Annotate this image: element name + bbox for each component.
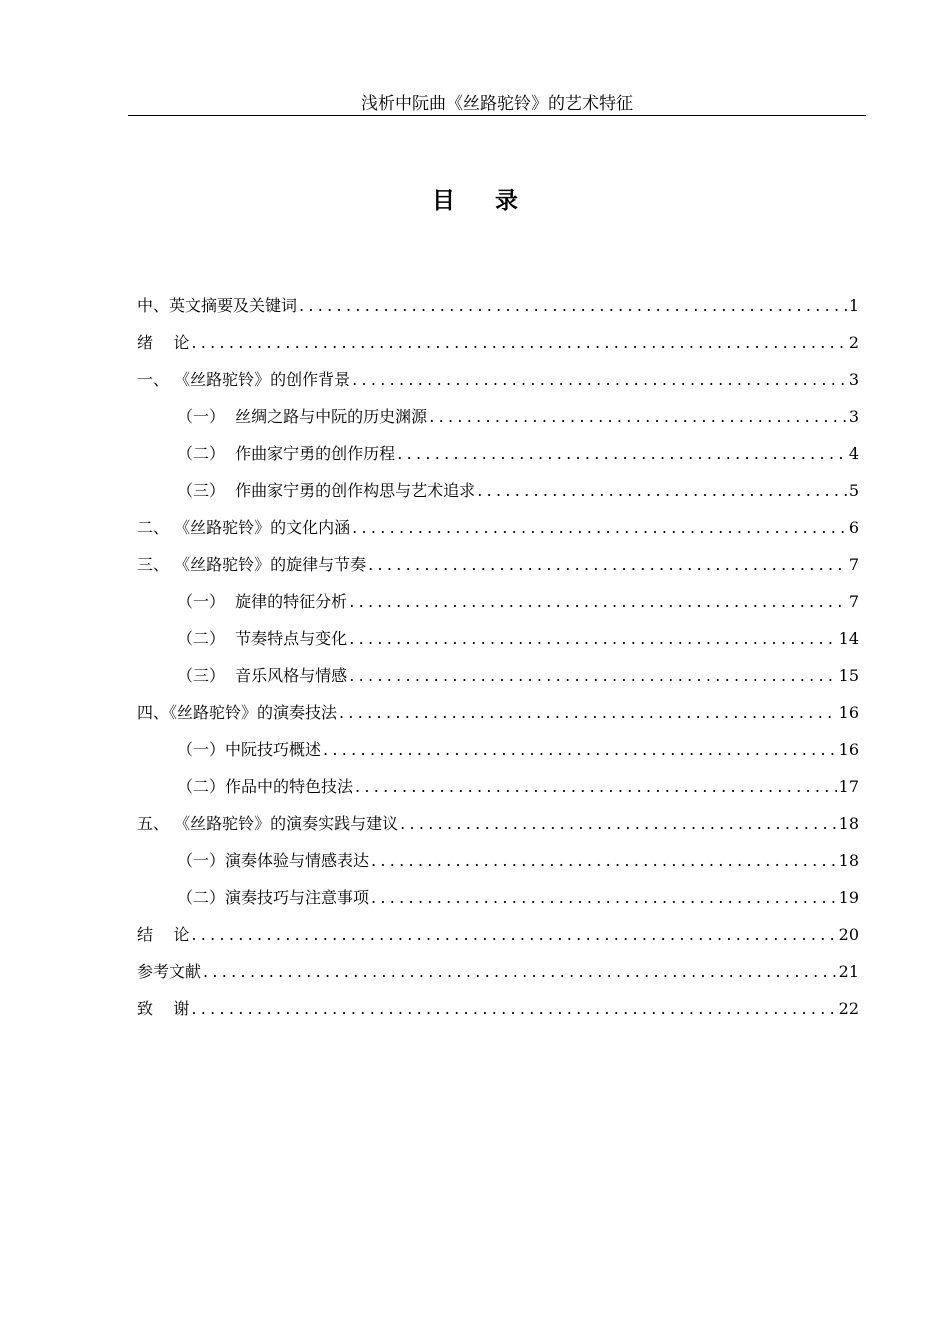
toc-subentry[interactable] (137, 657, 859, 694)
running-header: 浅析中阮曲《丝路驼铃》的艺术特征 (361, 94, 633, 114)
toc-leader (397, 435, 847, 472)
toc-page-number: 18 (838, 851, 859, 870)
toc-entry-text: （二） 节奏特点与变化 (177, 629, 348, 648)
toc-entry[interactable] (137, 990, 859, 1027)
table-of-contents (137, 287, 859, 1027)
toc-leader (299, 287, 847, 324)
toc-entry[interactable] (137, 361, 859, 398)
toc-leader (191, 990, 836, 1027)
toc-page-number: 4 (848, 444, 859, 463)
toc-entry-text: 中、英文摘要及关键词 (137, 296, 298, 315)
toc-leader (352, 509, 847, 546)
toc-entry[interactable] (137, 546, 859, 583)
toc-subentry[interactable] (137, 768, 859, 805)
toc-entry-text: （三） 音乐风格与情感 (177, 666, 348, 685)
toc-page-number: 15 (838, 666, 859, 685)
toc-page-number: 16 (838, 703, 859, 722)
toc-subentry[interactable] (137, 583, 859, 620)
toc-page-number: 20 (838, 925, 859, 944)
toc-leader (339, 694, 837, 731)
toc-entry-text: 绪 论 (137, 333, 190, 352)
toc-entry[interactable] (137, 805, 859, 842)
toc-subentry[interactable] (137, 398, 859, 435)
toc-entry-text: （二）演奏技巧与注意事项 (177, 888, 370, 907)
toc-page-number: 18 (838, 814, 859, 833)
toc-subentry[interactable] (137, 620, 859, 657)
toc-page-number: 22 (838, 999, 859, 1018)
toc-leader (191, 324, 846, 361)
toc-leader (368, 546, 847, 583)
toc-leader (355, 768, 837, 805)
toc-page-number: 7 (848, 592, 859, 611)
toc-entry-text: （一） 旋律的特征分析 (177, 592, 348, 611)
toc-entry-text: （二）作品中的特色技法 (177, 777, 354, 796)
toc-subentry[interactable] (137, 842, 859, 879)
toc-leader (349, 620, 836, 657)
toc-entry[interactable] (137, 509, 859, 546)
toc-page-number: 1 (848, 296, 859, 315)
toc-page-number: 7 (848, 555, 859, 574)
toc-leader (477, 472, 847, 509)
toc-leader (323, 731, 837, 768)
toc-entry-text: 二、 《丝路驼铃》的文化内涵 (137, 518, 351, 537)
toc-subentry[interactable] (137, 472, 859, 509)
toc-page-number: 16 (838, 740, 859, 759)
toc-page-number: 6 (848, 518, 859, 537)
toc-title: 目录 (432, 187, 558, 214)
toc-entry-text: 一、 《丝路驼铃》的创作背景 (137, 370, 351, 389)
toc-leader (371, 879, 837, 916)
toc-entry-text: 三、 《丝路驼铃》的旋律与节奏 (137, 555, 367, 574)
toc-page-number: 3 (848, 370, 859, 389)
toc-page-number: 3 (848, 407, 859, 426)
toc-entry[interactable] (137, 953, 859, 990)
toc-page-number: 14 (838, 629, 859, 648)
toc-leader (429, 398, 847, 435)
toc-entry-text: 参考文献 (137, 962, 202, 981)
toc-entry-text: 五、 《丝路驼铃》的演奏实践与建议 (137, 814, 399, 833)
toc-leader (203, 953, 837, 990)
toc-entry-text: （一）演奏体验与情感表达 (177, 851, 370, 870)
toc-entry[interactable] (137, 694, 859, 731)
toc-entry-text: 四、《丝路驼铃》的演奏技法 (137, 703, 338, 722)
toc-subentry[interactable] (137, 879, 859, 916)
toc-page-number: 5 (848, 481, 859, 500)
toc-subentry[interactable] (137, 731, 859, 768)
toc-leader (349, 583, 847, 620)
toc-entry-text: （一）中阮技巧概述 (177, 740, 322, 759)
toc-page-number: 17 (838, 777, 859, 796)
toc-leader (400, 805, 837, 842)
toc-entry-text: 致 谢 (137, 999, 190, 1018)
toc-leader (191, 916, 836, 953)
toc-entry-text: 结 论 (137, 925, 190, 944)
toc-entry-text: （三） 作曲家宁勇的创作构思与艺术追求 (177, 481, 476, 500)
toc-entry[interactable] (137, 287, 859, 324)
toc-leader (349, 657, 836, 694)
toc-entry-text: （二） 作曲家宁勇的创作历程 (177, 444, 396, 463)
toc-page-number: 21 (838, 962, 859, 981)
toc-entry-text: （一） 丝绸之路与中阮的历史渊源 (177, 407, 428, 426)
toc-page-number: 2 (848, 333, 859, 352)
toc-leader (371, 842, 837, 879)
toc-leader (352, 361, 847, 398)
toc-entry[interactable] (137, 916, 859, 953)
header-divider (128, 115, 866, 116)
toc-subentry[interactable] (137, 435, 859, 472)
toc-page-number: 19 (838, 888, 859, 907)
toc-entry[interactable] (137, 324, 859, 361)
